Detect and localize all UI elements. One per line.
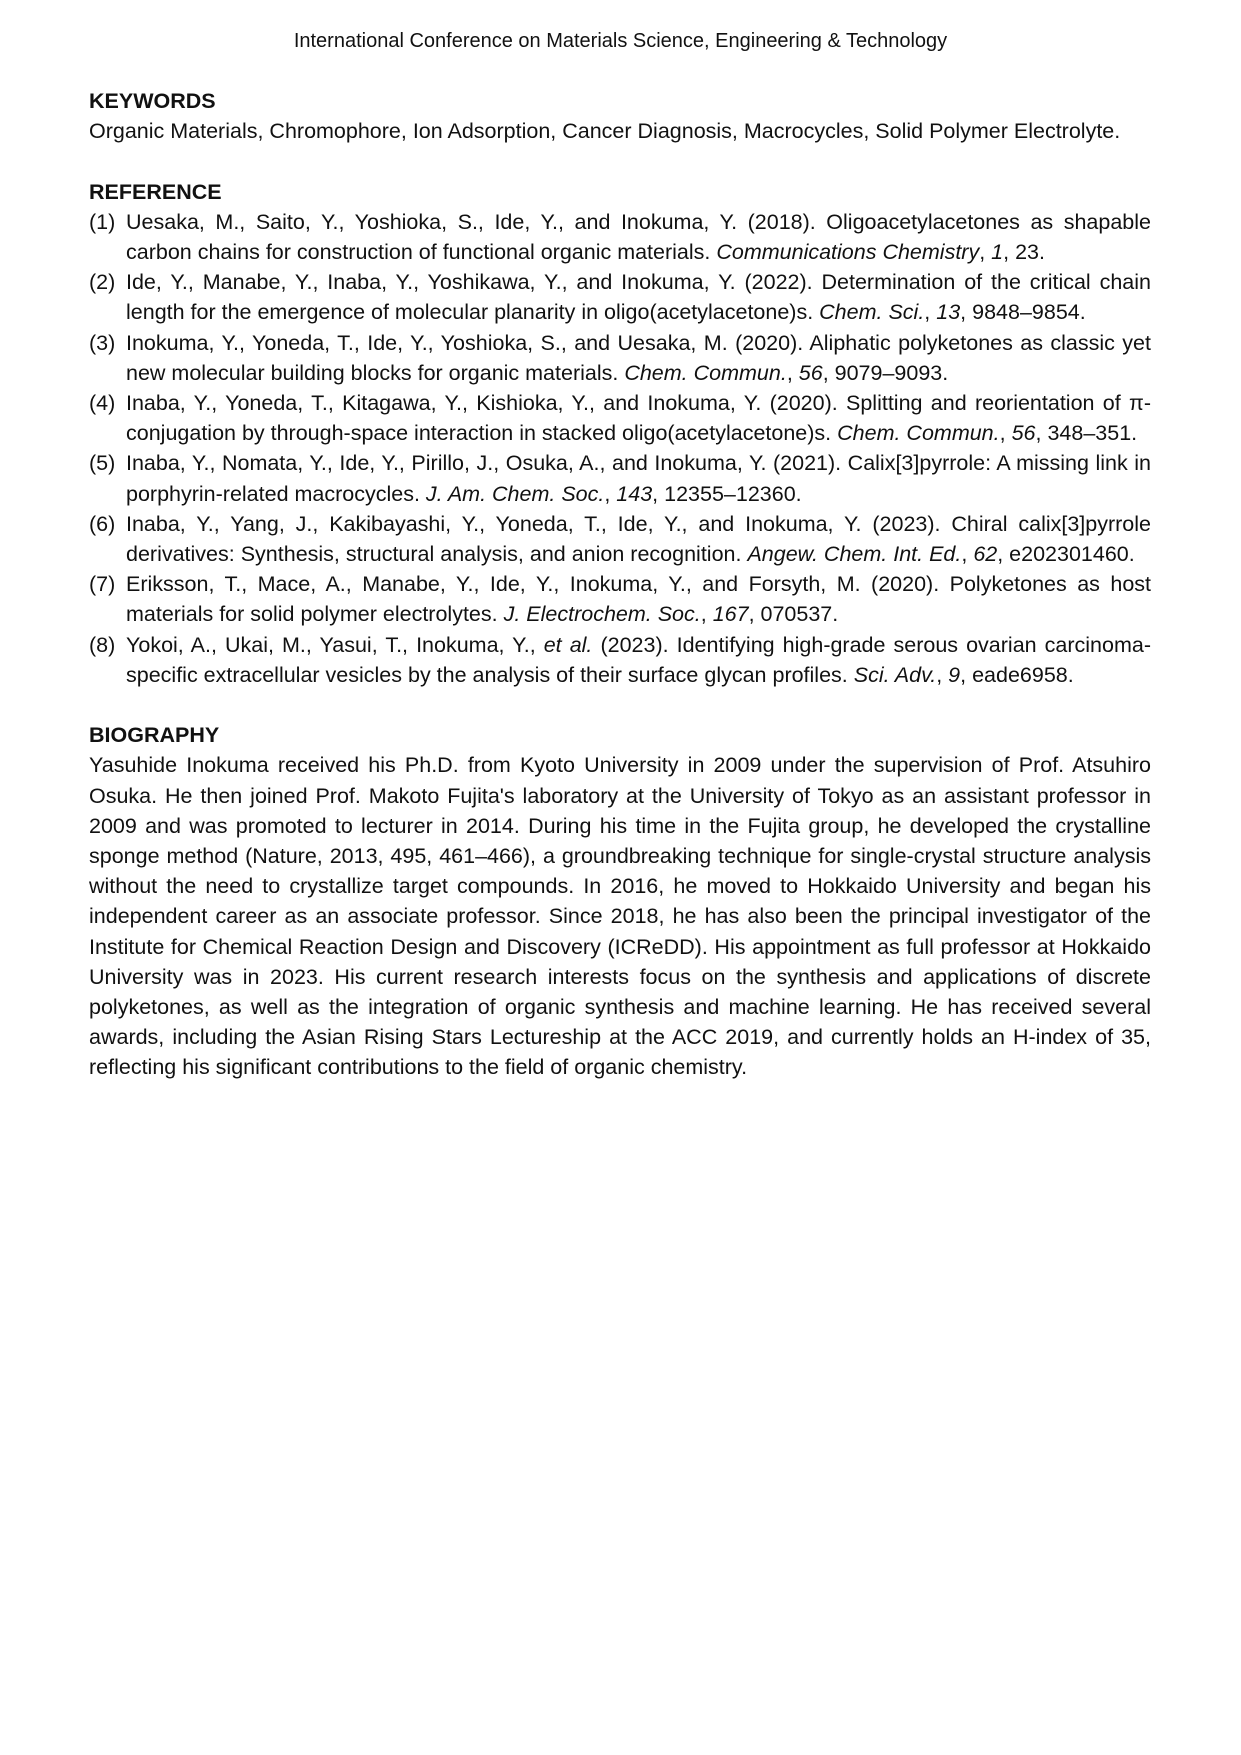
reference-item [89, 448, 1151, 508]
reference-number: (1) [89, 209, 116, 234]
reference-pages: , e202301460. [997, 542, 1135, 567]
reference-item [89, 388, 1151, 448]
reference-separator: , [924, 300, 937, 325]
reference-title: (2023). Identifying high-grade serous ovarian carcinoma-specific extracellular vesicles by the analysis of their surface glycan profiles. [126, 632, 1151, 687]
reference-text [126, 509, 1151, 569]
reference-text [126, 207, 1151, 267]
reference-number: (6) [89, 511, 116, 536]
reference-pages: , 9079–9093. [822, 360, 949, 385]
reference-authors-title: Inaba, Y., Nomata, Y., Ide, Y., Pirillo, J., Osuka, A., and Inokuma, Y. (2021). Calix[3]pyrrole: A missing link in porphyrin-related macrocycles. [126, 451, 1151, 506]
reference-volume: 56 [798, 360, 823, 385]
reference-item [89, 207, 1151, 267]
reference-number: (8) [89, 632, 116, 657]
keywords-text: Organic Materials, Chromophore, Ion Adsorption, Cancer Diagnosis, Macrocycles, Solid Polymer Electrolyte. [89, 119, 1121, 144]
reference-item [89, 630, 1151, 690]
reference-item [89, 509, 1151, 569]
reference-et-al: et al. [543, 632, 593, 657]
reference-authors-title: Inaba, Y., Yang, J., Kakibayashi, Y., Yoneda, T., Ide, Y., and Inokuma, Y. (2023). Chiral calix[3]pyrrole derivatives: Synthesis, structural analysis, and anion recognition. [126, 511, 1151, 567]
reference-volume: 1 [991, 240, 1004, 264]
reference-number: (4) [89, 391, 116, 416]
reference-pages: , 9848–9854. [960, 300, 1086, 325]
reference-journal: J. Am. Chem. Soc. [425, 481, 605, 506]
reference-authors-title: Eriksson, T., Mace, A., Manabe, Y., Ide, Y., Inokuma, Y., and Forsyth, M. (2020). Polyketones as host materials for solid polymer electrolytes. [126, 572, 1151, 627]
reference-separator: , [786, 360, 799, 385]
reference-volume: 143 [616, 481, 653, 506]
reference-authors-title: Ide, Y., Manabe, Y., Inaba, Y., Yoshikawa, Y., and Inokuma, Y. (2022). Determination of the critical chain length for the emergence of molecular planarity in oligo(acetylacetone)s. [126, 270, 1151, 325]
reference-number: (5) [89, 451, 116, 476]
reference-item [89, 267, 1151, 327]
reference-authors-title: Inaba, Y., Yoneda, T., Kitagawa, Y., Kishioka, Y., and Inokuma, Y. (2020). Splitting and reorientation of π-conjugation by through-space interaction in stacked oligo(acetylacetone)s. [126, 391, 1151, 446]
reference-volume: 56 [1011, 421, 1036, 446]
reference-separator: , [936, 662, 949, 687]
reference-text [126, 388, 1151, 448]
reference-volume: 62 [973, 542, 998, 567]
reference-text [126, 267, 1151, 327]
section-spacer [89, 146, 1151, 176]
reference-separator: , [700, 602, 713, 627]
reference-authors-title: Inokuma, Y., Yoneda, T., Ide, Y., Yoshioka, S., and Uesaka, M. (2020). Aliphatic polyketones as classic yet new molecular building blocks for organic materials. [126, 330, 1151, 385]
biography-heading: BIOGRAPHY [89, 723, 220, 748]
page-content [89, 86, 1151, 1083]
reference-text [126, 630, 1151, 690]
reference-pages: , 070537. [748, 602, 839, 627]
reference-volume: 13 [936, 300, 961, 325]
reference-text [126, 328, 1151, 388]
reference-pages: , 23. [1003, 240, 1045, 264]
reference-journal: Chem. Sci. [819, 300, 925, 325]
reference-separator: , [979, 240, 992, 264]
section-spacer [89, 690, 1151, 720]
reference-volume: 9 [948, 662, 961, 687]
reference-text [126, 569, 1151, 629]
reference-authors-title: Uesaka, M., Saito, Y., Yoshioka, S., Ide, Y., and Inokuma, Y. (2018). Oligoacetylacetones as shapable carbon chains for construction of functional organic materials. [126, 209, 1151, 264]
reference-item [89, 569, 1151, 629]
reference-pages: , 348–351. [1035, 421, 1138, 446]
page-header: International Conference on Materials Science, Engineering & Technology [293, 30, 948, 52]
reference-heading: REFERENCE [89, 179, 222, 204]
reference-journal: J. Electrochem. Soc. [503, 602, 701, 627]
reference-journal: Communications Chemistry [716, 240, 980, 264]
reference-separator: , [999, 421, 1012, 446]
reference-number: (2) [89, 270, 116, 295]
reference-journal: Angew. Chem. Int. Ed. [747, 542, 962, 567]
reference-pages: , eade6958. [960, 662, 1074, 687]
reference-separator: , [961, 542, 974, 567]
reference-text [126, 448, 1151, 508]
keywords-heading: KEYWORDS [89, 89, 216, 113]
biography-text: Yasuhide Inokuma received his Ph.D. from Kyoto University in 2009 under the supervision of Prof. Atsuhiro Osuka. He then joined Prof. Makoto Fujita's laboratory at the University of Tokyo as an assistant professor in 2009 and was promoted to lecturer in 2014. During his time in the Fujita group, he developed the crystalline sponge method (Nature, 2013, 495, 461–466), a groundbreaking technique for single-crystal structure analysis without the need to crystallize target compounds. In 2016, he moved to Hokkaido University and began his independent career as an associate professor. Since 2018, he has also been the principal investigator of the Institute for Chemical Reaction Design and Discovery (ICReDD). His appointment as full professor at Hokkaido University was in 2023. His current research interests focus on the synthesis and applications of discrete polyketones, as well as the integration of organic synthesis and machine learning. He has received several awards, including the Asian Rising Stars Lectureship at the ACC 2019, and currently holds an H-index of 35, reflecting his significant contributions to the field of organic chemistry. [89, 753, 1151, 1080]
reference-number: (3) [89, 330, 116, 355]
reference-item [89, 328, 1151, 388]
reference-journal: Chem. Commun. [837, 421, 1000, 446]
reference-journal: Sci. Adv. [853, 662, 937, 687]
reference-number: (7) [89, 572, 116, 597]
reference-pages: , 12355–12360. [652, 481, 802, 506]
reference-authors: Yokoi, A., Ukai, M., Yasui, T., Inokuma, Y., [126, 632, 544, 657]
reference-journal: Chem. Commun. [624, 360, 787, 385]
reference-separator: , [604, 481, 617, 506]
reference-volume: 167 [712, 602, 749, 627]
